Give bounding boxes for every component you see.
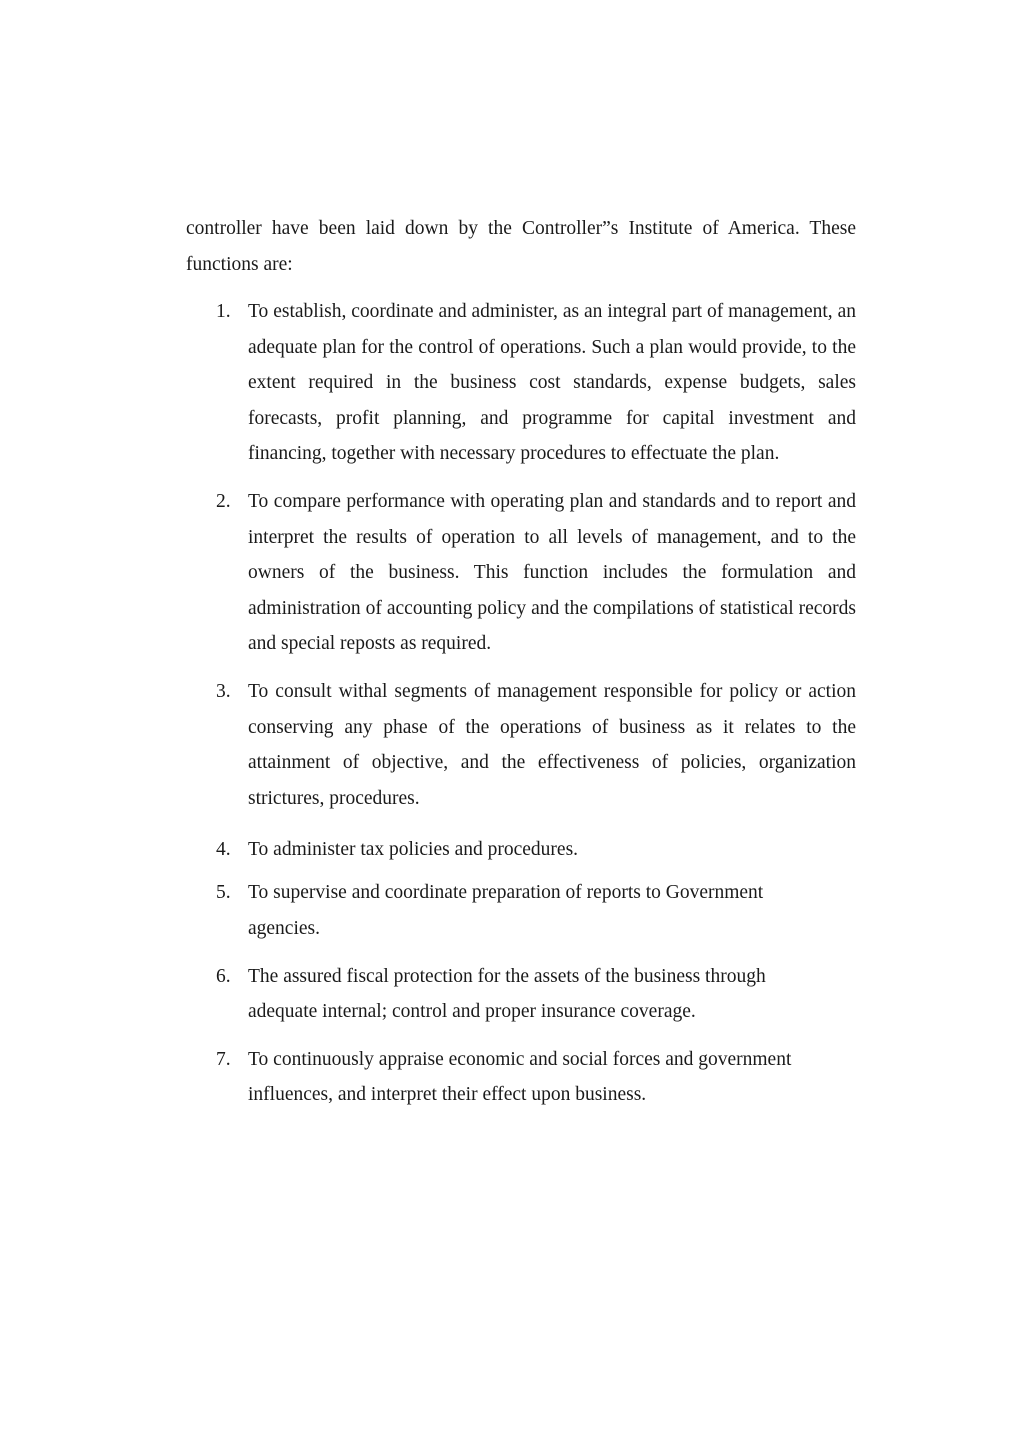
list-item-number: 2. — [216, 490, 231, 512]
list-item-text: To compare performance with operating plan and standards and to report and interpret the results of operation to all levels of management, and to the owners of the business. This function includes the formulation and administration of accounting policy and the compilations of statistical records and special reposts as required. — [248, 490, 856, 655]
list-item-text: To establish, coordinate and administer, as an integral part of management, an adequate plan for the control of operations. Such a plan would provide, to the extent required in the business cost standards, expense budgets, sales forecasts, profit planning, and programme for capital investment and financing, together with necessary procedures to effectuate the plan. — [248, 301, 856, 465]
list-item-number: 7. — [216, 1048, 231, 1070]
list-item-text: The assured fiscal protection for the assets of the business through adequate internal; control and proper insurance coverage. — [248, 965, 766, 1023]
list-item-text: To continuously appraise economic and social forces and government influences, and interpret their effect upon business. — [248, 1048, 792, 1106]
list-item — [210, 674, 856, 816]
controller-functions-list — [210, 294, 856, 1113]
list-item-text: To administer tax policies and procedures. — [248, 839, 579, 861]
list-item — [210, 832, 856, 867]
list-item — [210, 875, 856, 946]
list-item-text: To supervise and coordinate preparation of reports to Government agencies. — [248, 882, 764, 939]
list-item — [210, 959, 856, 1030]
list-item — [210, 484, 856, 662]
intro-paragraph: controller have been laid down by the Controller”s Institute of America. These functions are: — [186, 218, 856, 275]
list-item-number: 3. — [216, 680, 231, 702]
list-item-number: 6. — [216, 965, 231, 987]
list-item-text: To consult withal segments of management responsible for policy or action conserving any phase of the operations of business as it relates to the attainment of objective, and the effectiveness of policies, organization strictures, procedures. — [248, 680, 856, 809]
list-item-number: 5. — [216, 882, 231, 904]
list-item — [210, 1042, 856, 1113]
list-item-number: 1. — [216, 301, 231, 322]
list-item — [210, 294, 856, 472]
list-item-number: 4. — [216, 839, 231, 861]
